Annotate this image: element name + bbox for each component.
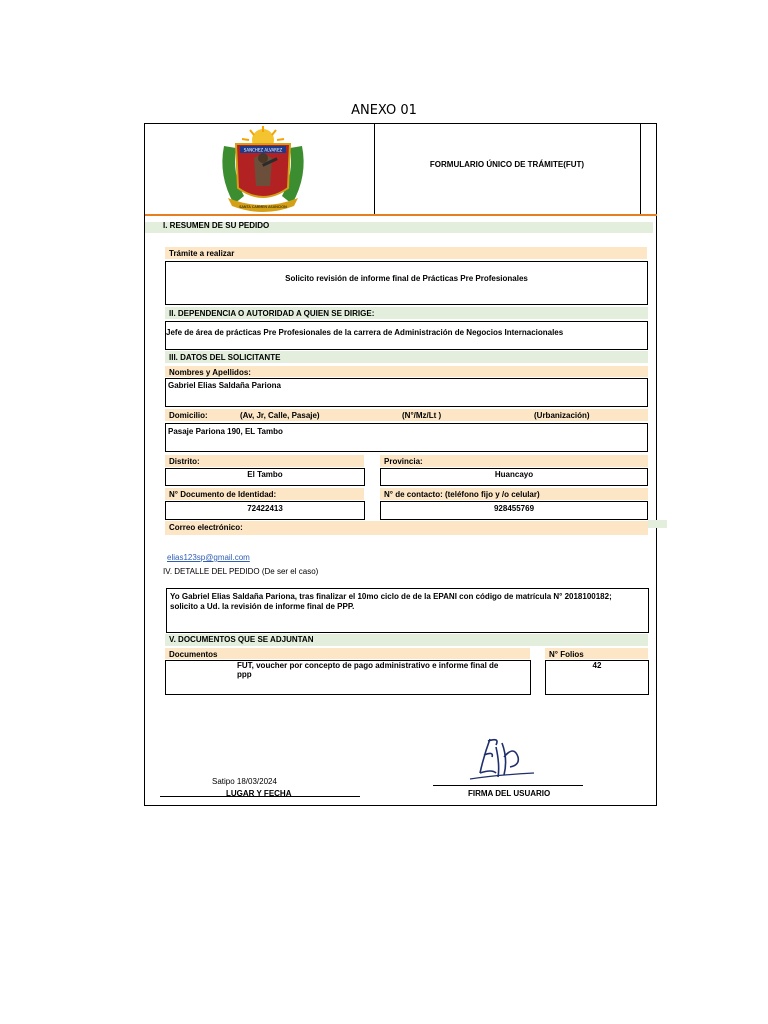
logo-ribbon-text: SANTA CARMEN ASUNCION	[239, 205, 287, 209]
tramite-value: Solicito revisión de informe final de Prácticas Pre Profesionales	[285, 274, 528, 283]
folios-value: 42	[592, 661, 602, 670]
docs-label: Documentos	[169, 650, 218, 659]
address-hint-urbanization: (Urbanización)	[534, 411, 590, 420]
section2-title: II. DEPENDENCIA O AUTORIDAD A QUIEN SE DIRIGE:	[169, 309, 375, 318]
place-date-value: Satipo 18/03/2024	[212, 777, 277, 786]
docs-line-1: FUT, voucher por concepto de pago administrativo e informe final de	[237, 661, 499, 670]
dependency-value: Jefe de área de prácticas Pre Profesionales de la carrera de Administración de Negocios Internacionales	[166, 328, 564, 337]
email-label: Correo electrónico:	[169, 523, 243, 532]
province-value: Huancayo	[494, 470, 534, 479]
detail-line-2: solicito a Ud. la revisión de informe final de PPP.	[170, 602, 355, 611]
form-title: FORMULARIO ÚNICO DE TRÁMITE(FUT)	[429, 160, 585, 169]
address-hint-number: (N°/Mz/Lt )	[402, 411, 442, 420]
place-date-label: LUGAR Y FECHA	[226, 789, 292, 798]
district-label: Distrito:	[169, 457, 200, 466]
header-divider	[374, 124, 375, 216]
email-overflow-bar	[648, 520, 667, 528]
names-label: Nombres y Apellidos:	[169, 368, 251, 377]
contact-value: 928455769	[493, 504, 535, 513]
district-value: El Tambo	[247, 470, 283, 479]
section3-title: III. DATOS DEL SOLICITANTE	[169, 353, 281, 362]
address-label: Domicilio:	[169, 411, 208, 420]
annex-title: ANEXO 01	[351, 103, 417, 118]
email-link[interactable]: elias123sp@gmail.com	[167, 553, 250, 562]
tramite-field[interactable]	[165, 261, 648, 305]
institution-logo	[214, 126, 312, 216]
section5-title: V. DOCUMENTOS QUE SE ADJUNTAN	[169, 635, 314, 644]
tramite-label-bar	[165, 247, 647, 259]
section4-title: IV. DETALLE DEL PEDIDO (De ser el caso)	[163, 567, 319, 576]
section1-title: I. RESUMEN DE SU PEDIDO	[163, 221, 270, 230]
detail-line-1: Yo Gabriel Elias Saldaña Pariona, tras finalizar el 10mo ciclo de de la EPANI con código de matrícula N° 2018100182;	[170, 592, 612, 601]
id-label: N° Documento de Identidad:	[169, 490, 277, 499]
docs-label-bar	[165, 648, 530, 659]
docs-line-2: ppp	[237, 670, 252, 679]
folios-label: N° Folios	[549, 650, 584, 659]
id-value: 72422413	[247, 504, 283, 513]
address-hint-street: (Av, Jr, Calle, Pasaje)	[240, 411, 320, 420]
header-right-divider	[640, 124, 641, 216]
logo-banner-text: SANCHEZ ALVAREZ	[243, 147, 283, 153]
signature-icon	[466, 735, 538, 785]
province-label: Provincia:	[384, 457, 423, 466]
contact-label: N° de contacto: (teléfono fijo y /o celular)	[384, 490, 540, 499]
address-value: Pasaje Pariona 190, EL Tambo	[168, 427, 283, 436]
signature-label: FIRMA DEL USUARIO	[468, 789, 551, 798]
signature-line	[433, 785, 583, 786]
tramite-label: Trámite a realizar	[169, 249, 235, 258]
names-value: Gabriel Elias Saldaña Pariona	[168, 381, 281, 390]
